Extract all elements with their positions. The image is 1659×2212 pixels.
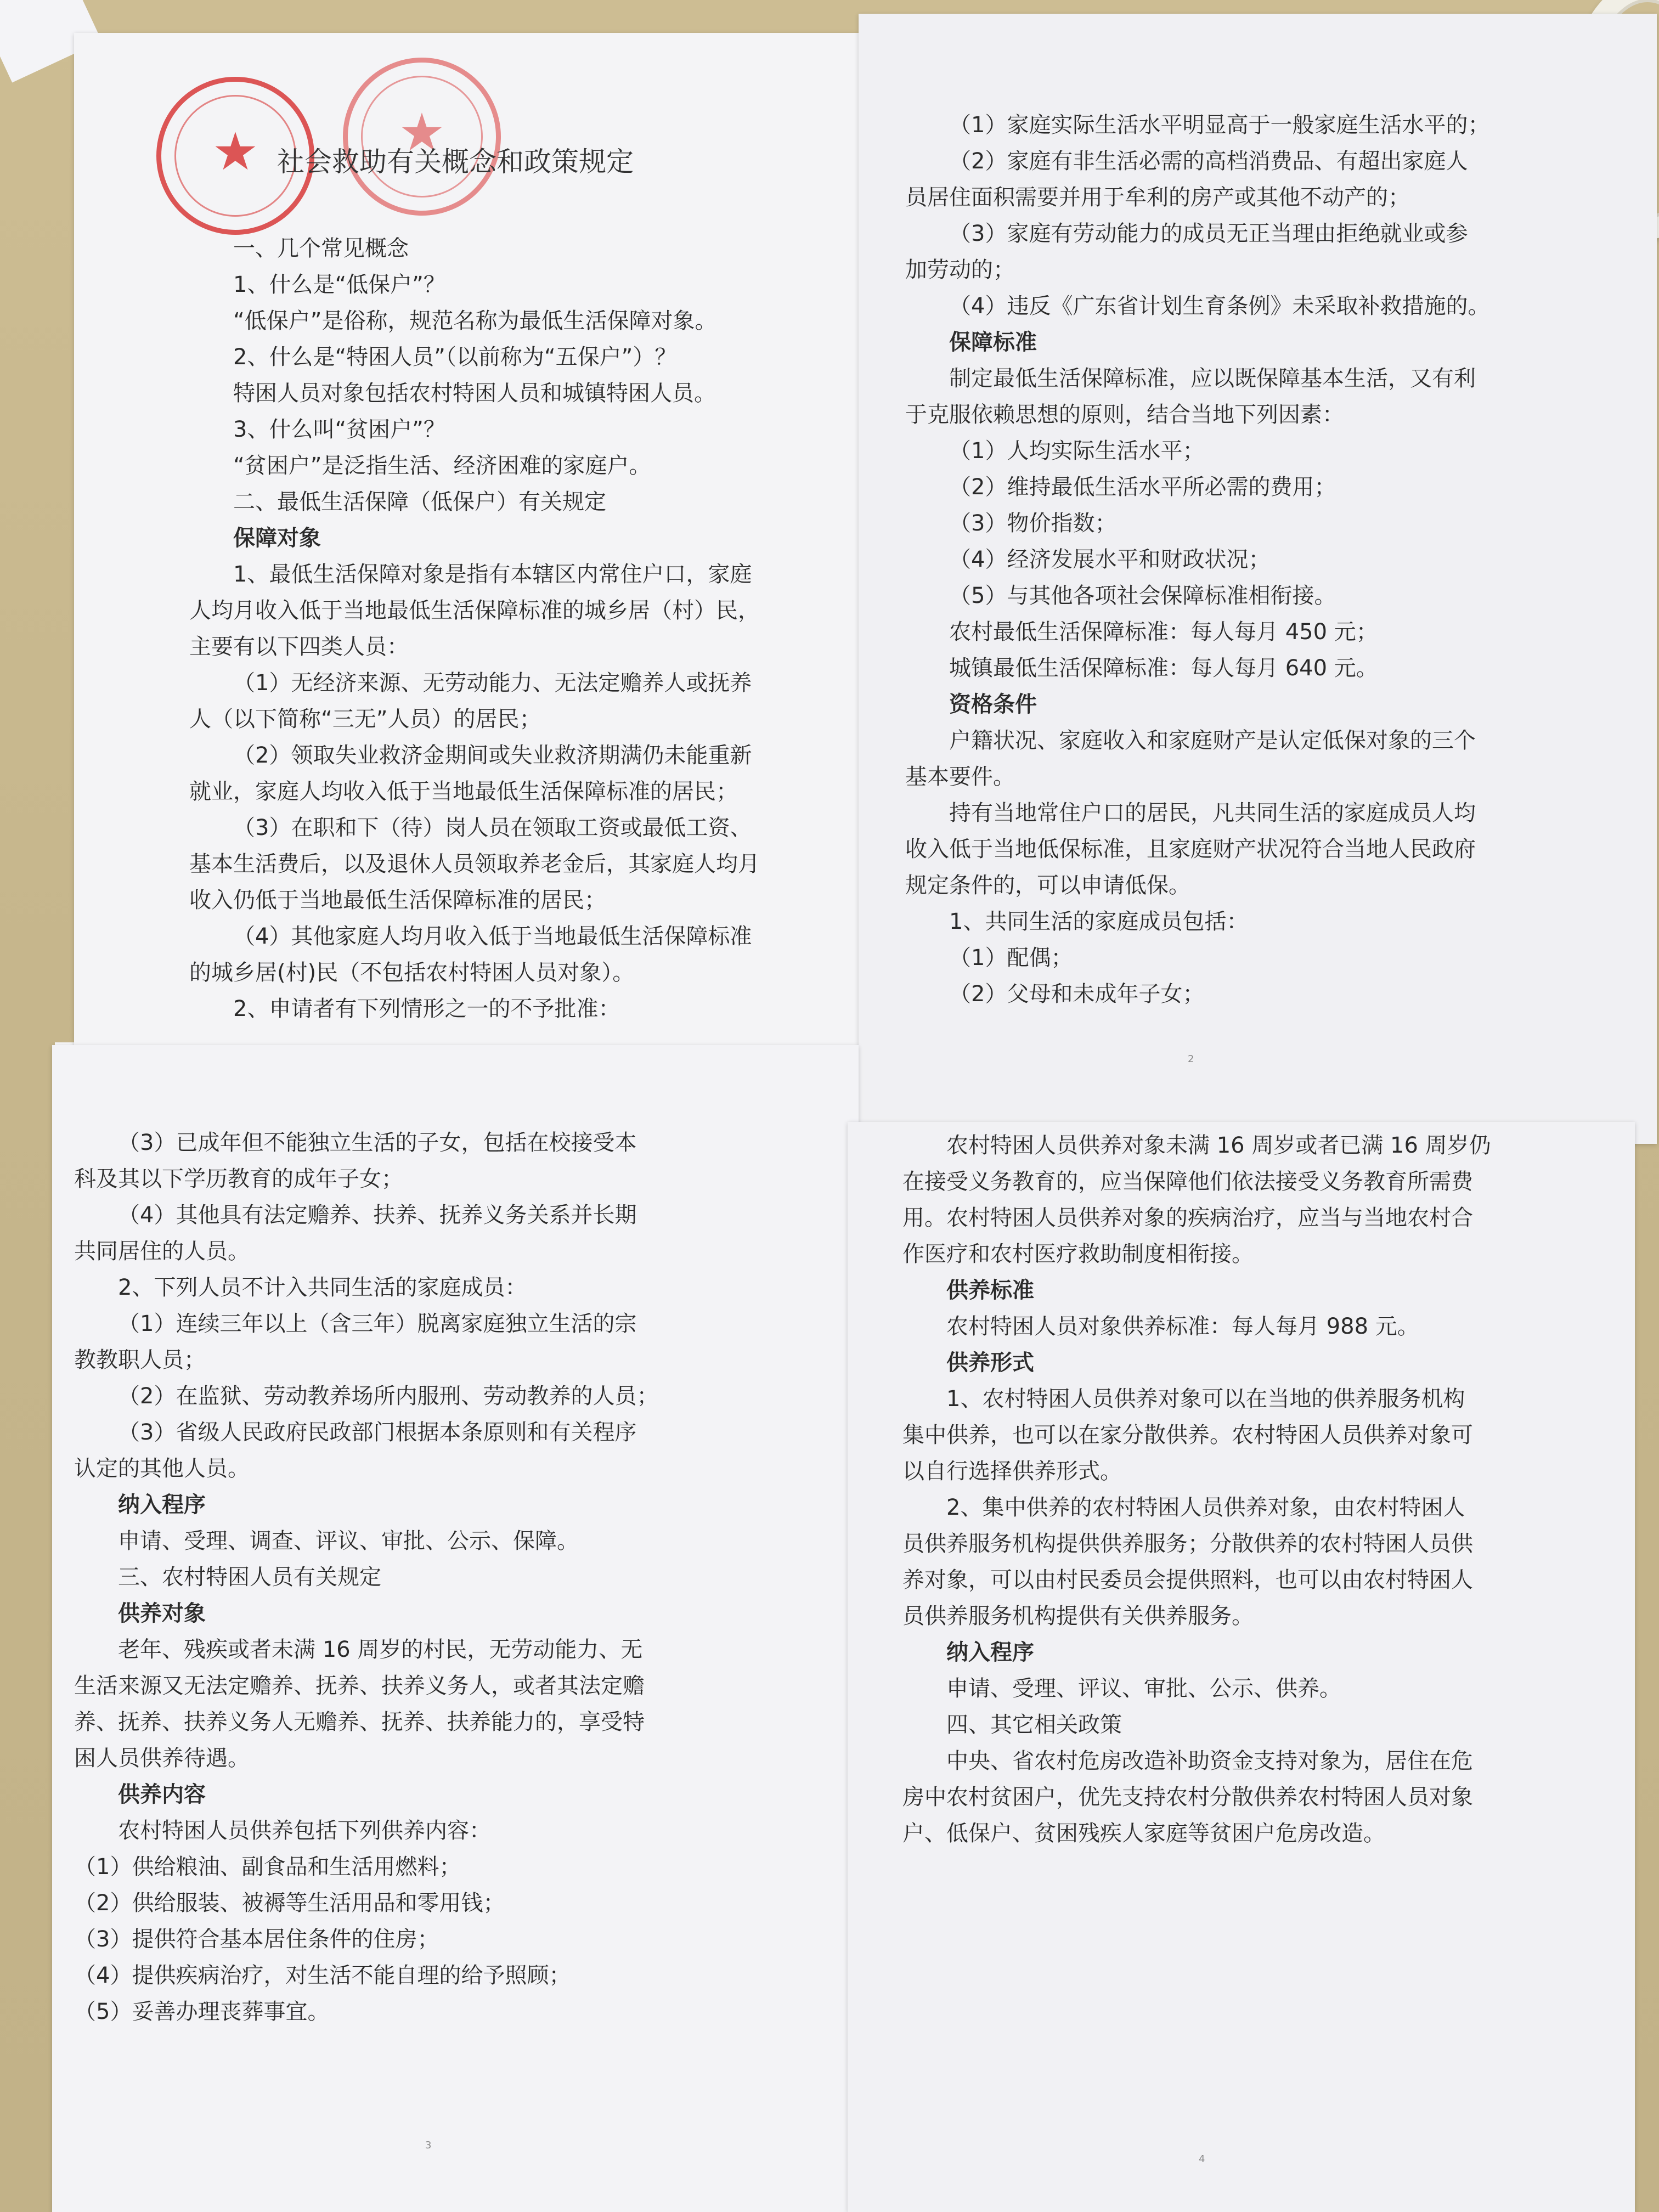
page-2-body <box>905 107 1489 1012</box>
text-line: （1）无经济来源、无劳动能力、无法定赡养人或抚养 <box>233 670 752 696</box>
section-heading: 三、农村特困人员有关规定 <box>118 1565 381 1590</box>
text-line: 户籍状况、家庭收入和家庭财产是认定低保对象的三个 <box>949 728 1476 753</box>
star-icon: ★ <box>212 122 259 182</box>
text-line: 教教职人员； <box>74 1347 206 1373</box>
text-line: 农村最低生活保障标准：每人每月 450 元； <box>949 619 1378 645</box>
text-line: （1）人均实际生活水平； <box>949 438 1205 464</box>
page-1-body <box>189 230 760 1027</box>
text-line: 生活来源又无法定赡养、抚养、扶养义务人，或者其法定赡 <box>74 1673 645 1699</box>
text-line: 主要有以下四类人员： <box>189 634 409 659</box>
text-line: 用。农村特困人员供养对象的疾病治疗，应当与当地农村合 <box>902 1205 1473 1231</box>
text-line: 2、下列人员不计入共同生活的家庭成员： <box>118 1275 527 1300</box>
text-line: 共同居住的人员。 <box>74 1239 250 1264</box>
text-line: （4）提供疾病治疗，对生活不能自理的给予照顾； <box>74 1963 571 1988</box>
text-line: 持有当地常住户口的居民，凡共同生活的家庭成员人均 <box>949 800 1476 826</box>
text-line: （1）家庭实际生活水平明显高于一般家庭生活水平的； <box>949 112 1490 138</box>
text-line: （3）在职和下（待）岗人员在领取工资或最低工资、 <box>233 815 752 840</box>
document-page-3 <box>52 1045 859 2212</box>
text-line: （4）经济发展水平和财政状况； <box>949 547 1271 572</box>
text-line: 房中农村贫困户，优先支持农村分散供养农村特困人员对象 <box>902 1785 1473 1810</box>
text-line: （2）父母和未成年子女； <box>949 981 1205 1007</box>
text-line: “贫困户”是泛指生活、经济困难的家庭户。 <box>233 453 651 478</box>
text-line: （1）配偶； <box>949 945 1073 970</box>
text-line: 收入仍低于当地最低生活保障标准的居民； <box>189 888 606 913</box>
text-line: 老年、残疾或者未满 16 周岁的村民，无劳动能力、无 <box>118 1637 643 1662</box>
text-line: 人均月收入低于当地最低生活保障标准的城乡居（村）民， <box>189 598 760 623</box>
text-line: 户、低保户、贫困残疾人家庭等贫困户危房改造。 <box>902 1821 1385 1846</box>
subsection-heading: 纳入程序 <box>946 1640 1034 1665</box>
text-line: 加劳动的； <box>905 257 1015 283</box>
text-line: （3）省级人民政府民政部门根据本条原则和有关程序 <box>118 1420 637 1445</box>
text-line: 1、最低生活保障对象是指有本辖区内常住户口，家庭 <box>233 562 752 587</box>
text-line: 在接受义务教育的，应当保障他们依法接受义务教育所需费 <box>902 1169 1473 1194</box>
text-line: 员供养服务机构提供有关供养服务。 <box>902 1604 1254 1629</box>
text-line: （2）家庭有非生活必需的高档消费品、有超出家庭人 <box>949 149 1468 174</box>
text-line: （3）物价指数； <box>949 511 1117 536</box>
text-line: 1、农村特困人员供养对象可以在当地的供养服务机构 <box>946 1386 1465 1412</box>
subsection-heading: 供养标准 <box>946 1278 1034 1303</box>
text-line: 1、共同生活的家庭成员包括： <box>949 909 1249 934</box>
document-page-1 <box>74 33 859 1158</box>
text-line: 规定条件的，可以申请低保。 <box>905 873 1190 898</box>
subsection-heading: 保障对象 <box>233 526 321 551</box>
text-line: 科及其以下学历教育的成年子女； <box>74 1166 403 1192</box>
text-line: 2、申请者有下列情形之一的不予批准： <box>233 996 620 1022</box>
text-line: 中央、省农村危房改造补助资金支持对象为，居住在危 <box>946 1748 1473 1774</box>
subsection-heading: 保障标准 <box>949 330 1037 355</box>
section-heading: 二、最低生活保障（低保户）有关规定 <box>233 489 606 515</box>
document-page-4 <box>848 1122 1635 2212</box>
text-line: （3）已成年但不能独立生活的子女，包括在校接受本 <box>118 1130 637 1155</box>
document-title: 社会救助有关概念和政策规定 <box>277 146 634 178</box>
text-line: 困人员供养待遇。 <box>74 1746 250 1771</box>
text-line: （1）供给粮油、副食品和生活用燃料； <box>74 1854 461 1880</box>
text-line: 员居住面积需要并用于牟利的房产或其他不动产的； <box>905 185 1410 210</box>
subsection-heading: 供养形式 <box>946 1350 1034 1375</box>
subsection-heading: 供养对象 <box>118 1601 206 1626</box>
text-line: 就业，家庭人均收入低于当地最低生活保障标准的居民； <box>189 779 738 804</box>
text-line: （4）违反《广东省计划生育条例》未采取补救措施的。 <box>949 294 1490 319</box>
text-line: （2）供给服装、被褥等生活用品和零用钱； <box>74 1891 505 1916</box>
text-line: 以自行选择供养形式。 <box>902 1459 1122 1484</box>
text-line: （4）其他家庭人均月收入低于当地最低生活保障标准 <box>233 924 752 949</box>
text-line: 3、什么叫“贫困户”？ <box>233 417 445 442</box>
text-line: 农村特困人员对象供养标准：每人每月 988 元。 <box>946 1314 1419 1339</box>
text-line: （2）领取失业救济金期间或失业救济期满仍未能重新 <box>233 743 752 768</box>
text-line: 申请、受理、评议、审批、公示、供养。 <box>946 1676 1341 1701</box>
text-line: 2、什么是“特困人员”（以前称为“五保户”）？ <box>233 345 677 370</box>
text-line: 基本生活费后，以及退休人员领取养老金后，其家庭人均月 <box>189 851 760 877</box>
text-line: （2）在监狱、劳动教养场所内服刑、劳动教养的人员； <box>118 1384 659 1409</box>
text-line: 员供养服务机构提供供养服务；分散供养的农村特困人员供 <box>902 1531 1473 1556</box>
text-line: 申请、受理、调查、评议、审批、公示、保障。 <box>118 1528 579 1554</box>
subsection-heading: 纳入程序 <box>118 1492 206 1517</box>
text-line: （5）与其他各项社会保障标准相衔接。 <box>949 583 1336 608</box>
page-4-body <box>902 1127 1491 1852</box>
text-line: 制定最低生活保障标准，应以既保障基本生活，又有利 <box>949 366 1476 391</box>
text-line: 于克服依赖思想的原则，结合当地下列因素： <box>905 402 1344 427</box>
text-line: （3）家庭有劳动能力的成员无正当理由拒绝就业或参 <box>949 221 1468 246</box>
text-line: （5）妥善办理丧葬事宜。 <box>74 1999 330 2024</box>
text-line: （1）连续三年以上（含三年）脱离家庭独立生活的宗 <box>118 1311 637 1336</box>
text-line: 1、什么是“低保户”？ <box>233 272 445 297</box>
text-line: （2）维持最低生活水平所必需的费用； <box>949 475 1336 500</box>
page-number: 2 <box>1188 1053 1194 1065</box>
subsection-heading: 供养内容 <box>118 1782 206 1807</box>
page-3-body <box>74 1125 658 2030</box>
text-line: 集中供养，也可以在家分散供养。农村特困人员供养对象可 <box>902 1423 1473 1448</box>
document-page-2 <box>859 14 1657 1144</box>
text-line: “低保户”是俗称，规范名称为最低生活保障对象。 <box>233 308 717 334</box>
text-line: 养对象，可以由村民委员会提供照料，也可以由农村特困人 <box>902 1567 1473 1593</box>
section-heading: 四、其它相关政策 <box>946 1712 1122 1737</box>
text-line: 城镇最低生活保障标准：每人每月 640 元。 <box>949 656 1378 681</box>
page-number: 3 <box>425 2140 432 2151</box>
text-line: （4）其他具有法定赡养、扶养、抚养义务关系并长期 <box>118 1203 637 1228</box>
text-line: 的城乡居(村)民（不包括农村特困人员对象）。 <box>189 960 635 985</box>
star-icon: ★ <box>398 103 445 163</box>
official-seal-2 <box>343 58 501 216</box>
page-number: 4 <box>1199 2153 1205 2165</box>
text-line: 作医疗和农村医疗救助制度相衔接。 <box>902 1242 1254 1267</box>
text-line: 基本要件。 <box>905 764 1015 789</box>
text-line: 特困人员对象包括农村特困人员和城镇特困人员。 <box>233 381 716 406</box>
text-line: 2、集中供养的农村特困人员供养对象，由农村特困人 <box>946 1495 1465 1520</box>
subsection-heading: 资格条件 <box>949 692 1037 717</box>
text-line: 养、抚养、扶养义务人无赡养、抚养、扶养能力的，享受特 <box>74 1709 645 1735</box>
text-line: 认定的其他人员。 <box>74 1456 250 1481</box>
text-line: 农村特困人员供养对象未满 16 周岁或者已满 16 周岁仍 <box>946 1133 1491 1158</box>
text-line: 收入低于当地低保标准，且家庭财产状况符合当地人民政府 <box>905 837 1476 862</box>
text-line: 农村特困人员供养包括下列供养内容： <box>118 1818 491 1843</box>
text-line: 人（以下简称“三无”人员）的居民； <box>189 707 541 732</box>
text-line: （3）提供符合基本居住条件的住房； <box>74 1927 439 1952</box>
section-heading: 一、几个常见概念 <box>233 236 409 261</box>
